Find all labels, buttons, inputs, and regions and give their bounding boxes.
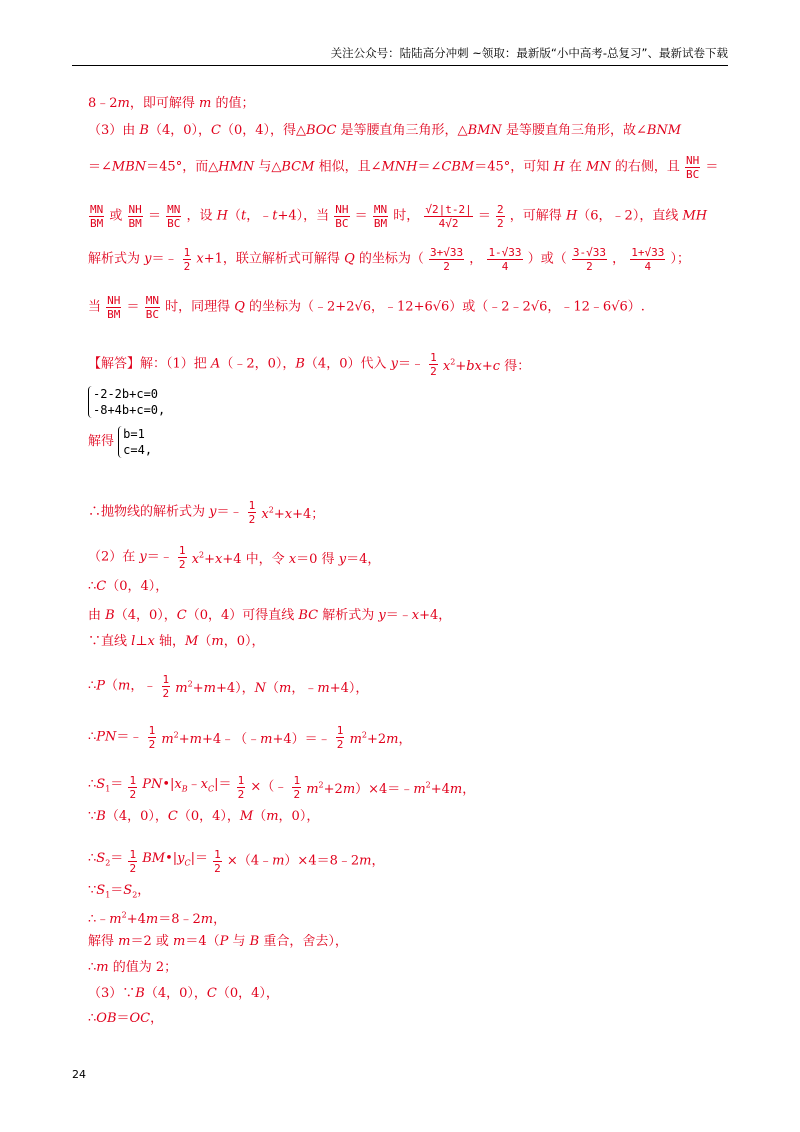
text-line: 由 B（4，0），C（0，4）可得直线 BC 解析式为 y＝﹣x+4， [88, 608, 452, 623]
fraction-mn-bm: $\frac{MN}{BM}$ [90, 203, 104, 230]
fraction-half: $\frac{1}{2}$ [148, 724, 156, 751]
fraction-mn-bc-2: $\frac{MN}{BC}$ [145, 294, 159, 321]
fraction-mn-bm-2: $\frac{MN}{BM}$ [373, 203, 388, 230]
text-line: ∵直线 l⊥x 轴，M（m，0）， [88, 634, 265, 649]
fraction-q1x: $\frac{3+√33}{2}$ [430, 246, 464, 273]
fraction-two-two: $\frac{2}{2}$ [497, 203, 504, 230]
text-line: ∴抛物线的解析式为 y＝﹣ $\frac{1}{2}$ $x^2+x+4$； [88, 499, 325, 526]
fraction-nh-bm-2: $\frac{NH}{BM}$ [107, 294, 121, 321]
text-line: $\frac{MN}{BM}$ 或 $\frac{NH}{BM}$ ＝ $\frac{MN}{BC}$ ，设 H（t，﹣t+4），当 $\frac{NH}{BC}$ ＝ $\frac{MN}{BM}$ 时， $\frac{√2|t-2|}{4√2}$ ＝ $\frac{2}{2}$ ，可解得 H（6，﹣2），直线 MH [90, 203, 708, 230]
text-line: （3）由 B（4，0），C（0，4），得△BOC 是等腰直角三角形，△BMN 是等腰直角三角形，故∠BNM [88, 123, 682, 138]
text-line: ∴C（0，4）， [88, 579, 169, 594]
fraction-half: $\frac{1}{2}$ [129, 848, 137, 875]
text-line: $\therefore﹣m^2+4m=8﹣2m$， [88, 911, 227, 928]
text-line: ∵B（4，0），C（0，4），M（m，0）， [88, 809, 320, 824]
text-line: ＝∠MBN＝45°，而△HMN 与△BCM 相似，且∠MNH＝∠CBM＝45°，可知 H 在 MN 的右侧，且 $\frac{NH}{BC}$ ＝ [88, 154, 719, 181]
fraction-q2y: $\frac{1+√33}{4}$ [631, 246, 665, 273]
text-line: 解得 b=1 c=4, [88, 427, 153, 457]
fraction-nh-bm: $\frac{NH}{BM}$ [128, 203, 142, 230]
fraction-half: $\frac{1}{2}$ [178, 544, 186, 571]
text-line: ∴m 的值为 2； [88, 960, 178, 975]
text-line: （3）∵B（4，0），C（0，4）， [88, 986, 279, 1001]
fraction-sqrt-expr: $\frac{√2|t-2|}{4√2}$ [425, 203, 472, 230]
page-number: 24 [72, 1068, 86, 1081]
fraction-half: $\frac{1}{2}$ [129, 774, 137, 801]
fraction-nh-bc-2: $\frac{NH}{BC}$ [335, 203, 349, 230]
header-text: 关注公众号：陆陆高分冲刺 ~领取：最新版“小中高考-总复习”、最新试卷下载 [330, 46, 728, 60]
fraction-half: $\frac{1}{2}$ [183, 246, 191, 273]
fraction-half: $\frac{1}{2}$ [336, 724, 344, 751]
fraction-mn-bc: $\frac{MN}{BC}$ [167, 203, 181, 230]
text-line: ∴P（m，﹣ $\frac{1}{2}$ $m^2+m+4$），N（m，﹣m+4）， [88, 673, 369, 700]
text-line: （2）在 y＝﹣ $\frac{1}{2}$ $x^2+x+4$ 中，令 x＝0 得 y＝4， [88, 544, 381, 571]
fraction-half: $\frac{1}{2}$ [237, 774, 245, 801]
text-line: $\therefore S_2=$ $\frac{1}{2}$ $BM•|y_C|=$ $\frac{1}{2}$ ×（4﹣m）×4＝8﹣2m， [88, 848, 385, 875]
text-line: $\therefore S_1=$ $\frac{1}{2}$ $PN•|x_B﹣x_C|=$ $\frac{1}{2}$ ×（﹣ $\frac{1}{2}$ $m^2+2m)\times 4=﹣m^2+4m$， [88, 774, 476, 801]
text-line: ∴OB＝OC， [88, 1011, 164, 1026]
text-line: 当 $\frac{NH}{BM}$ ＝ $\frac{MN}{BC}$ 时，同理得 Q 的坐标为（﹣2+2√6，﹣12+6√6）或（﹣2﹣2√6，﹣12﹣6√6）. [88, 294, 645, 321]
equation-system-1: -2-2b+c=0 -8+4b+c=0, [88, 386, 165, 418]
fraction-half: $\frac{1}{2}$ [162, 673, 170, 700]
fraction-half: $\frac{1}{2}$ [214, 848, 221, 875]
fraction-nh-bc: $\frac{NH}{BC}$ [685, 154, 700, 181]
text-line: 解得 m＝2 或 m＝4（P 与 B 重合，舍去）， [88, 934, 348, 949]
fraction-half: $\frac{1}{2}$ [293, 774, 301, 801]
text-line: ∴PN＝﹣ $\frac{1}{2}$ $m^2+m+4﹣(﹣m+4)=﹣$ $\frac{1}{2}$ $m^2+2m$， [88, 724, 412, 751]
fraction-q1y: $\frac{1-√33}{4}$ [488, 246, 522, 273]
equation-system-2: b=1 c=4, [118, 426, 152, 458]
page-header [72, 45, 728, 66]
answer-label: 【解答】 [88, 356, 141, 372]
text-line: 【解答】解：（1）把 A（﹣2，0），B（4，0）代入 y＝﹣ $\frac{1}{2}$ $x^2+bx+c$ 得： [88, 351, 531, 378]
text-line: 解析式为 y＝﹣ $\frac{1}{2}$ x+1，联立解析式可解得 Q 的坐标为（ $\frac{3+√33}{2}$ ， $\frac{1-√33}{4}$ ）或（ $\frac{3-√33}{2}$ ， $\frac{1+√33}{4}$ ）； [88, 246, 691, 273]
text-line: $\because S_1=S_2$， [88, 883, 151, 900]
fraction-q2x: $\frac{3-√33}{2}$ [572, 246, 606, 273]
fraction-half: $\frac{1}{2}$ [248, 499, 256, 526]
fraction-half: $\frac{1}{2}$ [430, 351, 437, 378]
text-line: 8﹣2m，即可解得 m 的值； [88, 96, 255, 111]
